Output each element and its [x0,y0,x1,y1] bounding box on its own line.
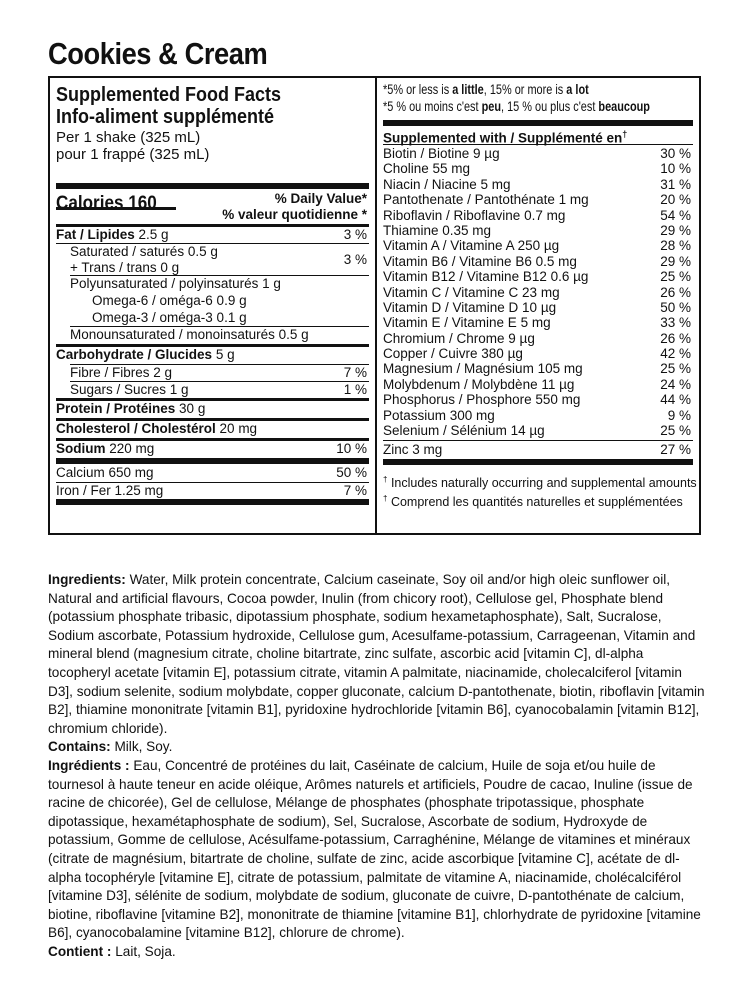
dv-note [383,81,693,115]
dv-note-en: *5% or less is a little, 15% or more is a lot [383,81,589,97]
supplement-row [383,346,693,361]
supplement-row [383,285,693,300]
supplement-row [383,331,693,346]
nutrient-row-calcium: Calcium 650 mg 50 % [56,465,367,481]
supplemented-header: Supplemented with / Supplémenté en† [383,129,628,146]
daily-value-header [222,191,367,223]
facts-left-column [50,78,375,533]
supplement-percent: 26 % [660,330,691,346]
daily-value-en: % Daily Value* [274,191,367,206]
supplement-label: Riboflavin / Riboflavine 0.7 mg [383,207,566,223]
serving-size-fr: pour 1 frappé (325 mL) [56,146,210,163]
contains-fr: Contient : Lait, Soja. [48,943,176,959]
nutrient-row-sodium: Sodium 220 mg 10 % [56,441,367,457]
supplement-label: Choline 55 mg [383,161,471,177]
nutrient-row-protein: Protein / Protéines 30 g [56,401,206,417]
ingredients-en: Ingredients: Water, Milk protein concentrate, Calcium caseinate, Soy oil and/or high oleic sunflower oil, Natural and artificial flavours, Cocoa powder, Inulin (from chicory root), Cellulose gel, Phosphate blend (potassium phosphate tribasic, dipotassium phosphate, sodium hexametaphosphate), Salt, Sucralose, Sodium ascorbate, Potassium hydroxide, Cellulose gum, Acesulfame-potassium, Carrageenan, Vitamin and mineral blend (magnesium citrate, choline bitartrate, zinc sulfate, ascorbic acid [vitamin C], dl-alpha tocopheryl acetate [vitamin E], potassium citrate, vitamin A palmitate, niacinamide, cholecalciferol [vitamin D3], sodium selenite, sodium molybdate, copper gluconate, calcium D-pantothenate, biotin, riboflavin [vitamin B2], thiamine mononitrate [vitamin B1], pyridoxine hydrochloride [vitamin B6], cyanocobalamin [vitamin B12], chromium chloride). [48,572,705,736]
nutrient-row-carbohydrate: Carbohydrate / Glucides 5 g [56,346,235,362]
supplement-label: Phosphorus / Phosphore 550 mg [383,392,581,408]
supplement-percent: 27 % [660,442,691,458]
supplement-percent: 29 % [660,222,691,238]
supplement-label: Niacin / Niacine 5 mg [383,176,511,192]
rule [383,440,693,441]
supplement-percent: 29 % [660,253,691,269]
nutrient-list [56,227,369,505]
supplement-percent: 44 % [660,392,691,408]
supplement-row [383,269,693,284]
supplement-row [383,408,693,423]
serving-size-en: Per 1 shake (325 mL) [56,129,201,146]
supplement-row [383,377,693,392]
footnote-fr: † Comprend les quantités naturelles et supplémentées [383,494,683,510]
supplement-percent: 10 % [660,161,691,177]
supplement-label: Selenium / Sélénium 14 µg [383,423,545,439]
supplemented-facts-table [48,76,701,535]
supplement-row [383,177,693,192]
supplement-percent: 54 % [660,207,691,223]
supplement-label: Chromium / Chrome 9 µg [383,330,535,346]
nutrient-row-fat: Fat / Lipides 2.5 g 3 % [56,227,367,242]
supplement-percent: 26 % [660,284,691,300]
nutrient-row-omega3: Omega-3 / oméga-3 0.1 g [92,309,247,325]
supplement-label: Zinc 3 mg [383,442,443,458]
nutrient-row-monounsaturated: Monounsaturated / monoinsaturés 0.5 g [70,326,309,342]
supplement-label: Magnesium / Magnésium 105 mg [383,361,583,377]
supplement-row [383,315,693,330]
supplement-row [383,442,693,457]
supplement-row [383,208,693,223]
supplement-row [383,361,693,376]
supplement-row [383,392,693,407]
supplement-row [383,300,693,315]
supplement-label: Thiamine 0.35 mg [383,222,492,238]
facts-right-column [377,78,699,533]
rule [56,458,369,464]
supplement-percent: 24 % [660,376,691,392]
supplement-percent: 42 % [660,346,691,362]
supplement-label: Vitamin C / Vitamine C 23 mg [383,284,560,300]
supplement-list [383,146,693,465]
supplement-label: Potassium 300 mg [383,407,495,423]
supplement-row [383,223,693,238]
supplement-label: Molybdenum / Molybdène 11 µg [383,376,575,392]
supplement-percent: 25 % [660,361,691,377]
ingredients-fr: Ingrédients : Eau, Concentré de protéines du lait, Caséinate de calcium, Huile de soja et/ou huile de tournesol à haute teneur en acide oléique, Arômes naturels et artificiels, Poudre de cacao, Inuline (issue de racine de chicorée), Gel de cellulose, Mélange de phosphates (phosphate tripotassique, phosphate dipotassique, hexamétaphosphate de sodium), Sel, Sucralose, Ascorbate de sodium, Hydroxyde de potassium, Gomme de cellulose, Acésulfame-potassium, Carraghénine, Mélange de vitamines et minéraux (citrate de magnésium, bitartrate de choline, sulfate de zinc, acide ascorbique [vitamine C], acétate de dl-alpha tocophéryle [vitamine E], citrate de potassium, palmitate de vitamine A, niacinamide, cholécalciférol [vitamine D3], sélénite de sodium, molybdate de sodium, gluconate de cuivre, D-pantothénate de calcium, biotine, riboflavine [vitamine B2], mononitrate de thiamine [vitamine B1], chlorhydrate de pyridoxine [vitamine B6], cyanocobalamine [vitamine B12], chlorure de chrome). [48,757,701,941]
facts-heading-en: Supplemented Food Facts [56,84,282,106]
supplement-percent: 9 % [667,407,691,423]
ingredients-section [48,571,708,961]
footnote [383,472,697,510]
supplement-percent: 20 % [660,192,691,208]
nutrient-row-sugars: Sugars / Sucres 1 g 1 % [70,382,367,398]
rule [383,144,693,145]
contains-en: Contains: Milk, Soy. [48,739,173,755]
supplement-row [383,423,693,438]
calories-label: Calories 160 [56,193,157,214]
supplement-label: Vitamin D / Vitamine D 10 µg [383,299,557,315]
supplement-percent: 25 % [660,269,691,285]
supplement-percent: 50 % [660,299,691,315]
supplement-row [383,192,693,207]
rule [56,499,369,505]
supplement-label: Vitamin E / Vitamine E 5 mg [383,315,551,331]
nutrient-row-omega6: Omega-6 / oméga-6 0.9 g [92,293,247,309]
facts-header [56,84,369,163]
supplement-percent: 25 % [660,423,691,439]
supplement-row [383,146,693,161]
thick-rule [56,183,369,189]
supplement-row [383,238,693,253]
nutrient-row-iron: Iron / Fer 1.25 mg 7 % [56,482,367,498]
supplement-percent: 33 % [660,315,691,331]
supplement-label: Pantothenate / Pantothénate 1 mg [383,192,589,208]
footnote-en: † Includes naturally occurring and supplemental amounts [383,475,697,491]
supplement-percent: 30 % [660,146,691,161]
product-title: Cookies & Cream [48,36,268,71]
supplement-percent: 31 % [660,176,691,192]
nutrient-row-saturated-trans: Saturated / saturés 0.5 g + Trans / trans 0 g 3 % [70,244,367,276]
nutrient-row-cholesterol: Cholesterol / Cholestérol 20 mg [56,421,258,437]
nutrient-row-polyunsaturated: Polyunsaturated / polyinsaturés 1 g [70,276,281,292]
supplement-label: Copper / Cuivre 380 µg [383,346,523,362]
supplement-label: Vitamin A / Vitamine A 250 µg [383,238,560,254]
supplement-row [383,161,693,176]
calories-underline [56,207,176,210]
facts-heading-fr: Info-aliment supplémenté [56,106,275,128]
supplement-percent: 28 % [660,238,691,254]
rule [383,459,693,465]
supplement-label: Biotin / Biotine 9 µg [383,146,500,161]
dv-note-fr: *5 % ou moins c'est peu, 15 % ou plus c'est beaucoup [383,98,650,114]
supplement-label: Vitamin B12 / Vitamine B12 0.6 µg [383,269,589,285]
supplement-row [383,254,693,269]
nutrient-row-fibre: Fibre / Fibres 2 g 7 % [70,364,367,380]
supplement-label: Vitamin B6 / Vitamine B6 0.5 mg [383,253,577,269]
daily-value-fr: % valeur quotidienne * [222,207,367,222]
